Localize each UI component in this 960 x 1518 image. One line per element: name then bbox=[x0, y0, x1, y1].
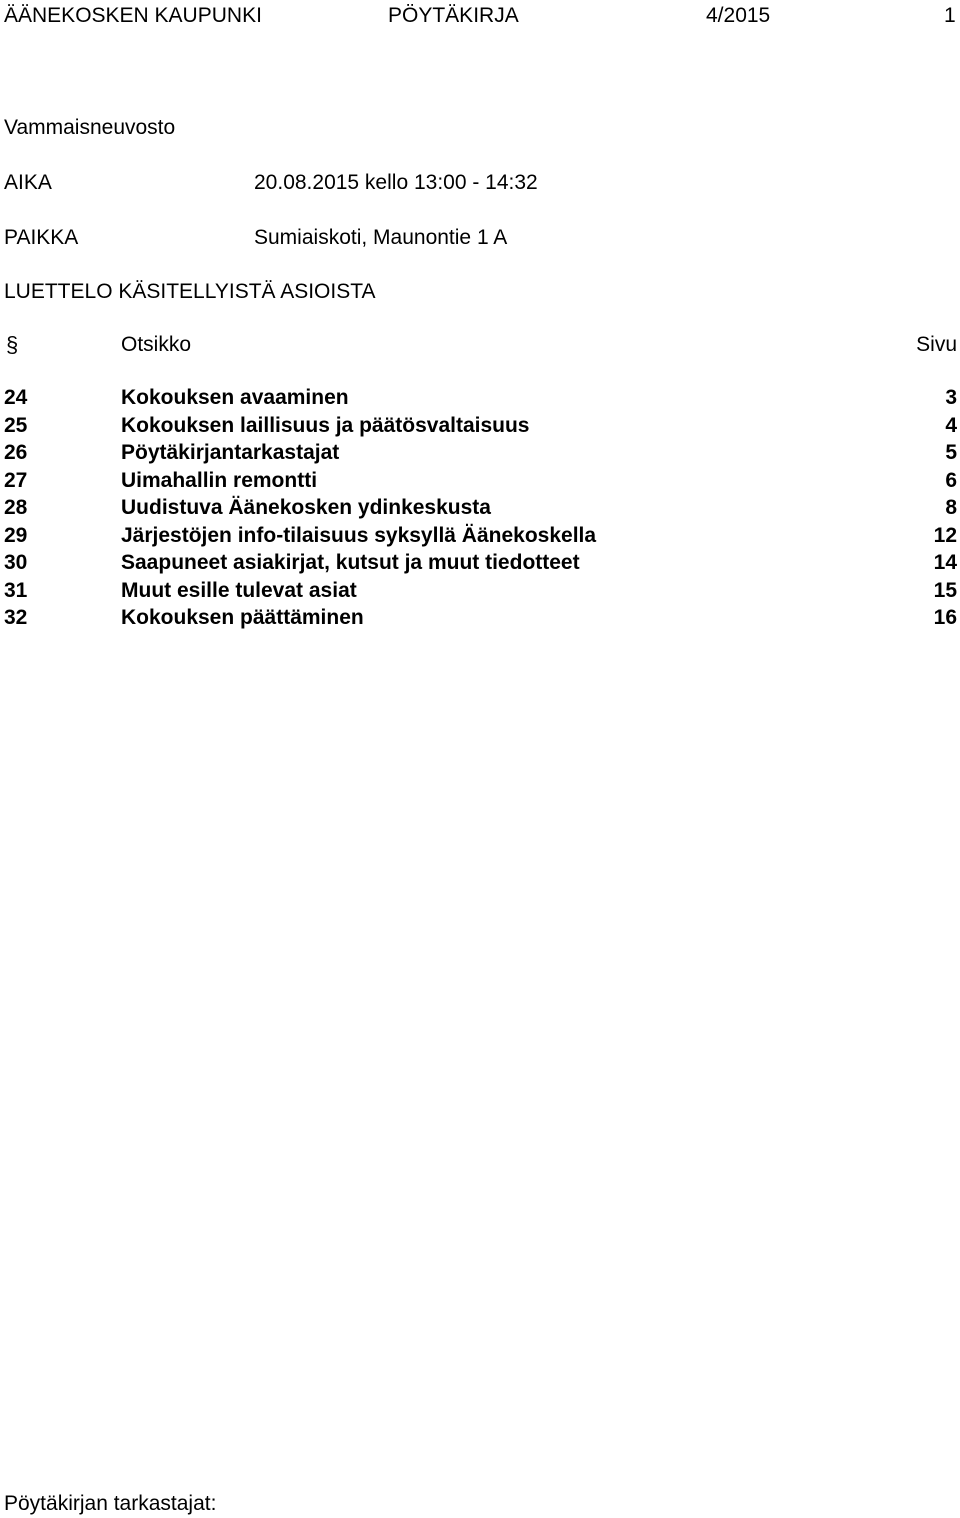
agenda-item-title: Uudistuva Äänekosken ydinkeskusta bbox=[121, 496, 491, 519]
agenda-item-number: 32 bbox=[4, 606, 28, 629]
agenda-item bbox=[0, 524, 960, 552]
column-header-title: Otsikko bbox=[121, 333, 192, 356]
column-header-page: Sivu bbox=[916, 333, 957, 356]
agenda-item bbox=[0, 441, 960, 469]
agenda-item bbox=[0, 386, 960, 414]
agenda-item bbox=[0, 469, 960, 497]
agenda-item-page: 4 bbox=[945, 413, 957, 437]
agenda-item-number: 24 bbox=[4, 386, 28, 409]
agenda-item-page: 12 bbox=[933, 523, 957, 547]
place-value: Sumiaiskoti, Maunontie 1 A bbox=[254, 226, 508, 249]
agenda-item-number: 29 bbox=[4, 523, 28, 547]
meeting-number: 4/2015 bbox=[706, 4, 771, 27]
agenda-item-page: 16 bbox=[933, 606, 957, 629]
agenda-item-page: 8 bbox=[945, 496, 957, 519]
time-value: 20.08.2015 kello 13:00 - 14:32 bbox=[254, 171, 538, 194]
agenda-item-page: 6 bbox=[945, 468, 957, 492]
agenda-item bbox=[0, 606, 960, 634]
agenda-item-number: 27 bbox=[4, 468, 28, 492]
agenda-item bbox=[0, 551, 960, 579]
agenda-item-title: Kokouksen päättäminen bbox=[121, 606, 364, 629]
agenda-item-number: 31 bbox=[4, 578, 28, 602]
agenda-item-title: Järjestöjen info-tilaisuus syksyllä Äänekoskella bbox=[121, 523, 597, 547]
agenda-item-title: Muut esille tulevat asiat bbox=[121, 578, 357, 602]
agenda-item-title: Kokouksen avaaminen bbox=[121, 386, 349, 409]
agenda-list bbox=[0, 386, 960, 634]
agenda-item-page: 14 bbox=[933, 551, 957, 574]
agenda-item-number: 25 bbox=[4, 413, 28, 437]
time-label: AIKA bbox=[4, 171, 52, 194]
agenda-item-title: Uimahallin remontti bbox=[121, 468, 318, 492]
agenda-item-title: Saapuneet asiakirjat, kutsut ja muut tiedotteet bbox=[121, 551, 580, 574]
agenda-item bbox=[0, 579, 960, 607]
agenda-item bbox=[0, 414, 960, 442]
agenda-item-number: 30 bbox=[4, 551, 28, 574]
reviewers-label: Pöytäkirjan tarkastajat: bbox=[4, 1492, 217, 1515]
agenda-item-number: 26 bbox=[4, 441, 28, 464]
place-label: PAIKKA bbox=[4, 226, 79, 249]
agenda-item-page: 5 bbox=[945, 441, 957, 464]
agenda-item-title: Kokouksen laillisuus ja päätösvaltaisuus bbox=[121, 413, 530, 437]
agenda-item-page: 15 bbox=[933, 578, 957, 602]
agenda-title: LUETTELO KÄSITELLYISTÄ ASIOISTA bbox=[4, 280, 376, 303]
organization-name: ÄÄNEKOSKEN KAUPUNKI bbox=[4, 4, 262, 27]
agenda-item-number: 28 bbox=[4, 496, 28, 519]
section-symbol-icon: § bbox=[6, 332, 19, 357]
body-name: Vammaisneuvosto bbox=[4, 116, 176, 139]
agenda-item-page: 3 bbox=[945, 386, 957, 409]
document-type: PÖYTÄKIRJA bbox=[388, 4, 519, 27]
agenda-item bbox=[0, 496, 960, 524]
page-number: 1 bbox=[944, 4, 956, 27]
agenda-item-title: Pöytäkirjantarkastajat bbox=[121, 441, 340, 464]
